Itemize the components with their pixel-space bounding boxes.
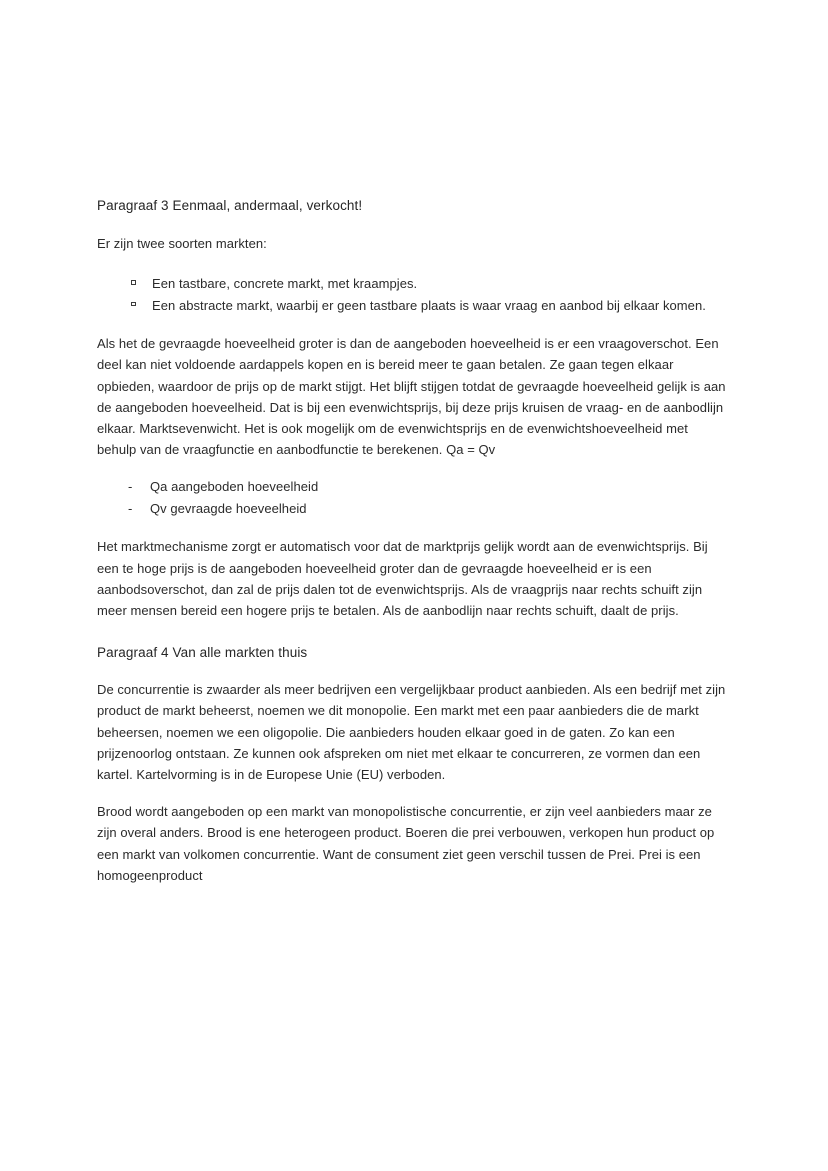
list-item-label: Qa aangeboden hoeveelheid (150, 479, 319, 495)
qa-qv-definitions-list (97, 476, 727, 519)
section-1-paragraph-2: Het marktmechanisme zorgt er automatisch voor dat de marktprijs gelijk wordt aan de evenwichtsprijs. Bij een te hoge prijs is de aangeboden hoeveelheid groter dan de gevraagde hoeveelheid er is een aanbodsoverschot, dan zal de prijs dalen tot de evenwichtsprijs. Als de vraagprijs naar rechts schuift zijn meer mensen bereid een hogere prijs te betalen. Als de aanbodlijn naar rechts schuift, daalt de prijs. (97, 539, 708, 619)
list-item-label: Een abstracte markt, waarbij er geen tastbare plaats is waar vraag en aanbod bij elkaar komen. (152, 297, 706, 313)
list-item (97, 476, 727, 498)
list-item (97, 273, 727, 295)
square-bullet-icon (131, 302, 136, 307)
square-bullet-icon (131, 280, 136, 285)
section-heading-paragraaf-3: Paragraaf 3 Eenmaal, andermaal, verkocht! (97, 198, 363, 213)
section-1-intro-text: Er zijn twee soorten markten: (97, 236, 267, 251)
market-types-list (97, 273, 727, 316)
section-2-paragraph-2: Brood wordt aangeboden op een markt van monopolistische concurrentie, er zijn veel aanbieders maar ze zijn overal anders. Brood is ene heterogeen product. Boeren die prei verbouwen, verkopen hun product op een markt van volkomen concurrentie. Want de consument ziet geen verschil tussen de Prei. Prei is een homogeenproduct (97, 804, 715, 883)
list-item-label: Een tastbare, concrete markt, met kraampjes. (152, 276, 418, 292)
list-item-label: Qv gevraagde hoeveelheid (150, 500, 307, 516)
document-content (97, 196, 727, 886)
section-2-paragraph-1: De concurrentie is zwaarder als meer bedrijven een vergelijkbaar product aanbieden. Als een bedrijf met zijn product de markt beheerst, noemen we dit monopolie. Een markt met een paar aanbieders die de markt beheersen, noemen we een oligopolie. Die aanbieders houden elkaar goed in de gaten. Zo kan een prijzenoorlog ontstaan. Ze kunnen ook afspreken om niet met elkaar te concurreren, ze vormen dan een kartel. Kartelvorming is in de Europese Unie (EU) verboden. (97, 682, 726, 783)
dash-bullet-icon: - (128, 500, 133, 516)
list-item (97, 498, 727, 520)
section-1-paragraph-1: Als het de gevraagde hoeveelheid groter is dan de aangeboden hoeveelheid is er een vraagoverschot. Een deel kan niet voldoende aardappels kopen en is bereid meer te gaan betalen. Ze gaan tegen elkaar opbieden, waardoor de prijs op de markt stijgt. Het blijft stijgen totdat de gevraagde hoeveelheid gelijk is aan de aangeboden hoeveelheid. Dat is bij een evenwichtsprijs, bij deze prijs kruisen de vraag- en de aanbodlijn elkaar. Marktsevenwicht. Het is ook mogelijk om de evenwichtsprijs en de evenwichtshoeveelheid met behulp van de vraagfunctie en aanbodfunctie te berekenen. Qa = Qv (97, 336, 726, 458)
dash-bullet-icon: - (128, 479, 133, 495)
list-item (97, 295, 727, 317)
section-heading-paragraaf-4: Paragraaf 4 Van alle markten thuis (97, 645, 308, 661)
